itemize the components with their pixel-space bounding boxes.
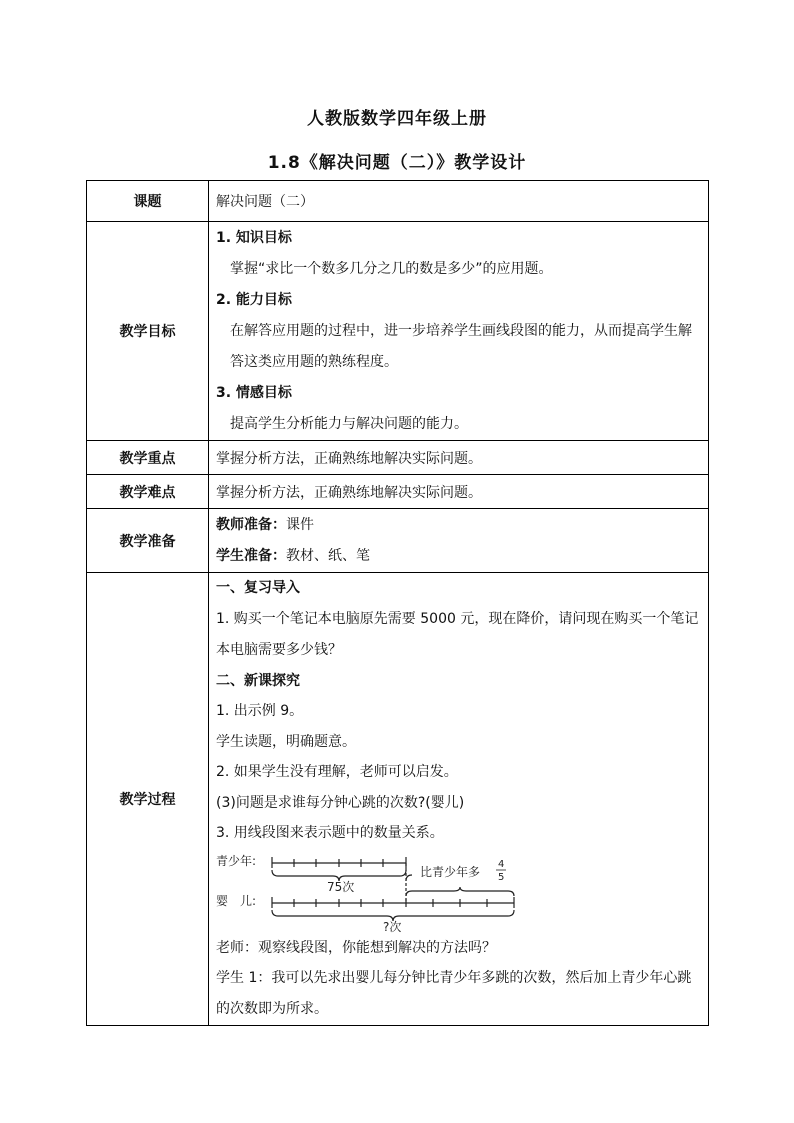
- goal-1-text: 掌握“求比一个数多几分之几的数是多少”的应用题。: [230, 260, 553, 277]
- student-prep-label: 学生准备：: [216, 547, 286, 564]
- document-subtitle: 1.8《解决问题（二）》教学设计: [267, 153, 527, 173]
- goal-3-text: 提高学生分析能力与解决问题的能力。: [230, 415, 468, 432]
- row-process: [87, 573, 709, 1026]
- teacher-prep-value: 课件: [286, 516, 314, 533]
- goals-content: [209, 222, 709, 441]
- step-4: 3. 用线段图来表示题中的数量关系。: [216, 825, 444, 841]
- goal-1-title: 1. 知识目标: [216, 229, 292, 246]
- topic-label: 课题: [87, 181, 209, 222]
- key-point-value: 掌握分析方法，正确熟练地解决实际问题。: [209, 441, 709, 475]
- row-topic: [87, 181, 709, 222]
- row-goals: [87, 222, 709, 441]
- student-answer: 学生 1：我可以先求出婴儿每分钟比青少年多跳的次数，然后加上青少年心跳的次数即为所求。: [216, 970, 692, 1017]
- student-prep-value: 教材、纸、笔: [286, 547, 370, 564]
- extra-brace: [406, 887, 514, 896]
- section-2-title: 二、新课探究: [216, 672, 300, 689]
- preparation-label: 教学准备: [87, 509, 209, 573]
- goal-3-title: 3. 情感目标: [216, 384, 292, 401]
- teacher-prep: [216, 510, 702, 541]
- process-label: 教学过程: [87, 573, 209, 1026]
- difficulty-label: 教学难点: [87, 475, 209, 509]
- fraction-denominator: 5: [498, 871, 505, 883]
- step-1: 1. 出示例 9。: [216, 703, 304, 719]
- process-content: [209, 573, 709, 1026]
- goal-2-text: 在解答应用题的过程中，进一步培养学生画线段图的能力，从而提高学生解答这类应用题的熟练程度。: [230, 322, 692, 370]
- difficulty-value: 掌握分析方法，正确熟练地解决实际问题。: [209, 475, 709, 509]
- student-prep: [216, 541, 702, 572]
- preparation-content: [209, 509, 709, 573]
- step-2: 2. 如果学生没有理解，老师可以启发。: [216, 764, 458, 780]
- baby-label: 婴 儿:: [216, 893, 257, 908]
- topic-value: 解决问题（二）: [209, 181, 709, 222]
- line-segment-diagram: [216, 851, 526, 933]
- section-1-text: 1. 购买一个笔记本电脑原先需要 5000 元，现在降价，请问现在购买一个笔记本电脑需要多少钱？: [216, 610, 699, 658]
- lesson-plan-table: [86, 180, 709, 1026]
- baby-count: ?次: [383, 919, 402, 933]
- teen-count: 75次: [327, 879, 355, 894]
- step-1b: 学生读题，明确题意。: [216, 733, 356, 750]
- step-3: (3)问题是求谁每分钟心跳的次数?(婴儿): [216, 794, 465, 811]
- goals-label: 教学目标: [87, 222, 209, 441]
- row-preparation: [87, 509, 709, 573]
- teen-label: 青少年:: [216, 853, 257, 868]
- row-key-point: [87, 441, 709, 475]
- goal-2-title: 2. 能力目标: [216, 291, 292, 308]
- document-title: 人教版数学四年级上册: [307, 109, 487, 129]
- more-label: 比青少年多: [420, 864, 481, 879]
- key-point-label: 教学重点: [87, 441, 209, 475]
- teacher-question: 老师：观察线段图，你能想到解决的方法吗？: [216, 939, 496, 956]
- section-1-title: 一、复习导入: [216, 580, 300, 596]
- fraction-numerator: 4: [498, 858, 505, 870]
- row-difficulty: [87, 475, 709, 509]
- teacher-prep-label: 教师准备：: [216, 516, 286, 533]
